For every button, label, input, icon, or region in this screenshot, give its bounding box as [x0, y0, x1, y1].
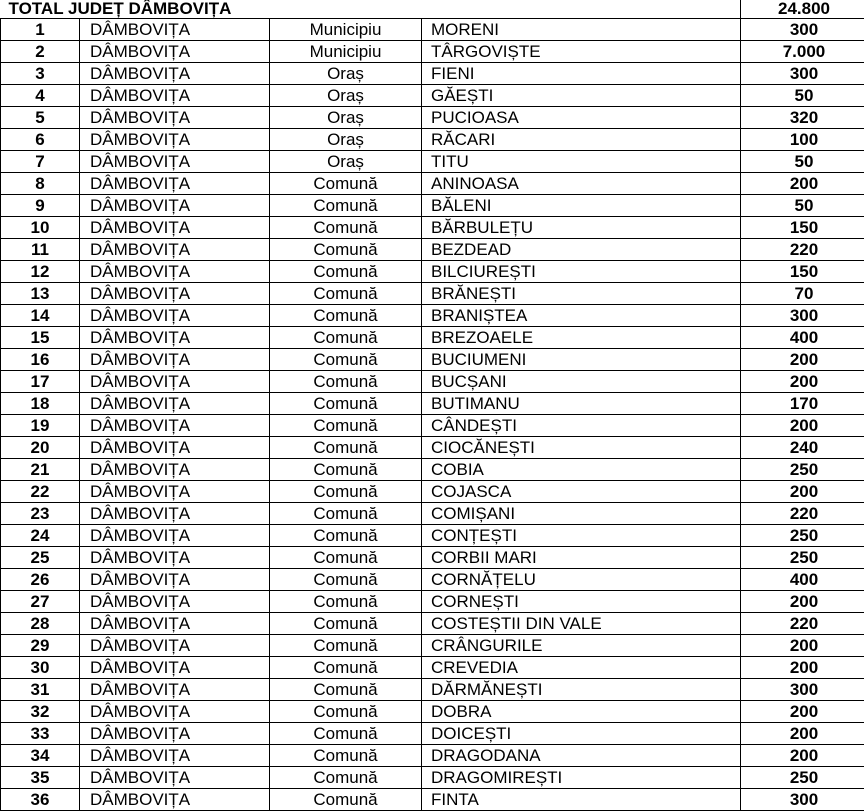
county-cell: DÂMBOVIȚA: [80, 437, 270, 459]
locality-cell: CIOCĂNEȘTI: [422, 437, 741, 459]
table-row: [1, 283, 864, 305]
type-cell: Comună: [270, 261, 422, 283]
row-number: 30: [1, 657, 80, 679]
row-number: 36: [1, 789, 80, 811]
locality-cell: COMIȘANI: [422, 503, 741, 525]
row-number: 10: [1, 217, 80, 239]
type-cell: Municipiu: [270, 19, 422, 41]
value-cell: 7.000: [741, 41, 864, 63]
locality-cell: BEZDEAD: [422, 239, 741, 261]
county-cell: DÂMBOVIȚA: [80, 481, 270, 503]
type-cell: Comună: [270, 349, 422, 371]
value-cell: 200: [741, 723, 864, 745]
type-cell: Municipiu: [270, 41, 422, 63]
table-row: [1, 569, 864, 591]
type-cell: Oraș: [270, 151, 422, 173]
locality-cell: BRANIȘTEA: [422, 305, 741, 327]
table-row: [1, 239, 864, 261]
table-row: [1, 613, 864, 635]
county-cell: DÂMBOVIȚA: [80, 679, 270, 701]
value-cell: 200: [741, 415, 864, 437]
locality-cell: BUCȘANI: [422, 371, 741, 393]
row-number: 21: [1, 459, 80, 481]
locality-cell: BUCIUMENI: [422, 349, 741, 371]
type-cell: Comună: [270, 679, 422, 701]
row-number: 19: [1, 415, 80, 437]
table-row: [1, 195, 864, 217]
county-cell: DÂMBOVIȚA: [80, 701, 270, 723]
locality-cell: COJASCA: [422, 481, 741, 503]
type-cell: Comună: [270, 657, 422, 679]
county-cell: DÂMBOVIȚA: [80, 217, 270, 239]
value-cell: 220: [741, 613, 864, 635]
county-cell: DÂMBOVIȚA: [80, 371, 270, 393]
table-row: [1, 503, 864, 525]
table-row: [1, 415, 864, 437]
locality-cell: TITU: [422, 151, 741, 173]
row-number: 16: [1, 349, 80, 371]
locality-cell: BĂRBULEȚU: [422, 217, 741, 239]
county-cell: DÂMBOVIȚA: [80, 767, 270, 789]
locality-cell: RĂCARI: [422, 129, 741, 151]
county-cell: DÂMBOVIȚA: [80, 415, 270, 437]
locality-cell: PUCIOASA: [422, 107, 741, 129]
value-cell: 50: [741, 151, 864, 173]
row-number: 13: [1, 283, 80, 305]
county-cell: DÂMBOVIȚA: [80, 591, 270, 613]
value-cell: 170: [741, 393, 864, 415]
county-cell: DÂMBOVIȚA: [80, 41, 270, 63]
table-row: [1, 525, 864, 547]
locality-cell: COBIA: [422, 459, 741, 481]
table-row: [1, 261, 864, 283]
row-number: 8: [1, 173, 80, 195]
value-cell: 250: [741, 547, 864, 569]
type-cell: Comună: [270, 437, 422, 459]
county-cell: DÂMBOVIȚA: [80, 569, 270, 591]
county-cell: DÂMBOVIȚA: [80, 327, 270, 349]
value-cell: 250: [741, 459, 864, 481]
county-cell: DÂMBOVIȚA: [80, 239, 270, 261]
locality-cell: GĂEȘTI: [422, 85, 741, 107]
table-row: [1, 371, 864, 393]
type-cell: Comună: [270, 173, 422, 195]
total-label: TOTAL JUDEȚ DÂMBOVIȚA: [1, 0, 422, 19]
row-number: 32: [1, 701, 80, 723]
table-row: [1, 173, 864, 195]
type-cell: Comună: [270, 415, 422, 437]
table-row: [1, 789, 864, 811]
locality-cell: BĂLENI: [422, 195, 741, 217]
row-number: 24: [1, 525, 80, 547]
locality-cell: BUTIMANU: [422, 393, 741, 415]
locality-cell: BRĂNEȘTI: [422, 283, 741, 305]
row-number: 23: [1, 503, 80, 525]
row-number: 11: [1, 239, 80, 261]
type-cell: Comună: [270, 503, 422, 525]
value-cell: 250: [741, 525, 864, 547]
type-cell: Comună: [270, 459, 422, 481]
row-number: 20: [1, 437, 80, 459]
row-number: 9: [1, 195, 80, 217]
value-cell: 400: [741, 569, 864, 591]
locality-cell: DOICEȘTI: [422, 723, 741, 745]
value-cell: 200: [741, 349, 864, 371]
type-cell: Comună: [270, 217, 422, 239]
county-cell: DÂMBOVIȚA: [80, 525, 270, 547]
county-cell: DÂMBOVIȚA: [80, 657, 270, 679]
locality-cell: DRAGODANA: [422, 745, 741, 767]
value-cell: 400: [741, 327, 864, 349]
county-cell: DÂMBOVIȚA: [80, 723, 270, 745]
table-row: [1, 85, 864, 107]
county-cell: DÂMBOVIȚA: [80, 745, 270, 767]
locality-cell: DĂRMĂNEȘTI: [422, 679, 741, 701]
value-cell: 200: [741, 657, 864, 679]
locality-cell: ANINOASA: [422, 173, 741, 195]
row-number: 25: [1, 547, 80, 569]
county-cell: DÂMBOVIȚA: [80, 195, 270, 217]
row-number: 15: [1, 327, 80, 349]
type-cell: Oraș: [270, 129, 422, 151]
type-cell: Comună: [270, 701, 422, 723]
type-cell: Comună: [270, 745, 422, 767]
county-cell: DÂMBOVIȚA: [80, 261, 270, 283]
value-cell: 200: [741, 481, 864, 503]
row-number: 28: [1, 613, 80, 635]
locality-cell: DRAGOMIREȘTI: [422, 767, 741, 789]
value-cell: 150: [741, 261, 864, 283]
value-cell: 300: [741, 63, 864, 85]
locality-cell: BREZOAELE: [422, 327, 741, 349]
type-cell: Comună: [270, 481, 422, 503]
table-row: [1, 679, 864, 701]
table-row: [1, 547, 864, 569]
row-number: 7: [1, 151, 80, 173]
table-row: [1, 217, 864, 239]
value-cell: 200: [741, 173, 864, 195]
row-number: 4: [1, 85, 80, 107]
type-cell: Comună: [270, 723, 422, 745]
value-cell: 200: [741, 371, 864, 393]
table-row: [1, 129, 864, 151]
type-cell: Comună: [270, 547, 422, 569]
table-row: [1, 481, 864, 503]
value-cell: 300: [741, 19, 864, 41]
value-cell: 240: [741, 437, 864, 459]
value-cell: 300: [741, 789, 864, 811]
county-cell: DÂMBOVIȚA: [80, 85, 270, 107]
type-cell: Comună: [270, 371, 422, 393]
type-cell: Comună: [270, 591, 422, 613]
row-number: 34: [1, 745, 80, 767]
county-cell: DÂMBOVIȚA: [80, 129, 270, 151]
table-row: [1, 349, 864, 371]
row-number: 27: [1, 591, 80, 613]
total-value: 24.800: [741, 0, 864, 19]
locality-cell: CRÂNGURILE: [422, 635, 741, 657]
row-number: 26: [1, 569, 80, 591]
value-cell: 70: [741, 283, 864, 305]
locality-cell: FINTA: [422, 789, 741, 811]
locality-cell: CORNĂȚELU: [422, 569, 741, 591]
table-row: [1, 305, 864, 327]
table-row: [1, 327, 864, 349]
county-cell: DÂMBOVIȚA: [80, 349, 270, 371]
locality-cell: CÂNDEȘTI: [422, 415, 741, 437]
row-number: 17: [1, 371, 80, 393]
county-cell: DÂMBOVIȚA: [80, 613, 270, 635]
type-cell: Comună: [270, 195, 422, 217]
county-cell: DÂMBOVIȚA: [80, 19, 270, 41]
table-row: [1, 591, 864, 613]
table-row: [1, 657, 864, 679]
type-cell: Comună: [270, 327, 422, 349]
type-cell: Comună: [270, 393, 422, 415]
row-number: 22: [1, 481, 80, 503]
value-cell: 320: [741, 107, 864, 129]
type-cell: Comună: [270, 569, 422, 591]
value-cell: 200: [741, 635, 864, 657]
value-cell: 50: [741, 195, 864, 217]
value-cell: 250: [741, 767, 864, 789]
row-number: 18: [1, 393, 80, 415]
row-number: 5: [1, 107, 80, 129]
county-cell: DÂMBOVIȚA: [80, 635, 270, 657]
type-cell: Comună: [270, 789, 422, 811]
type-cell: Comună: [270, 767, 422, 789]
table-row: [1, 701, 864, 723]
value-cell: 300: [741, 679, 864, 701]
county-cell: DÂMBOVIȚA: [80, 305, 270, 327]
row-number: 14: [1, 305, 80, 327]
locality-cell: DOBRA: [422, 701, 741, 723]
locality-cell: TÂRGOVIȘTE: [422, 41, 741, 63]
table-row: [1, 459, 864, 481]
row-number: 35: [1, 767, 80, 789]
value-cell: 100: [741, 129, 864, 151]
value-cell: 150: [741, 217, 864, 239]
table-row: [1, 151, 864, 173]
locality-cell: MORENI: [422, 19, 741, 41]
locality-cell: CORNEȘTI: [422, 591, 741, 613]
row-number: 12: [1, 261, 80, 283]
table-row: [1, 107, 864, 129]
table-body: [1, 0, 864, 811]
table-row: [1, 41, 864, 63]
locality-cell: CORBII MARI: [422, 547, 741, 569]
locality-cell: FIENI: [422, 63, 741, 85]
table-row: [1, 767, 864, 789]
type-cell: Oraș: [270, 63, 422, 85]
value-cell: 50: [741, 85, 864, 107]
type-cell: Comună: [270, 283, 422, 305]
county-cell: DÂMBOVIȚA: [80, 789, 270, 811]
row-number: 31: [1, 679, 80, 701]
type-cell: Comună: [270, 239, 422, 261]
type-cell: Comună: [270, 525, 422, 547]
type-cell: Oraș: [270, 107, 422, 129]
row-number: 29: [1, 635, 80, 657]
county-cell: DÂMBOVIȚA: [80, 547, 270, 569]
value-cell: 220: [741, 503, 864, 525]
value-cell: 200: [741, 701, 864, 723]
locality-cell: CONȚEȘTI: [422, 525, 741, 547]
type-cell: Comună: [270, 613, 422, 635]
type-cell: Oraș: [270, 85, 422, 107]
locality-cell: BILCIUREȘTI: [422, 261, 741, 283]
county-cell: DÂMBOVIȚA: [80, 107, 270, 129]
county-cell: DÂMBOVIȚA: [80, 151, 270, 173]
type-cell: Comună: [270, 305, 422, 327]
locality-cell: COSTEȘTII DIN VALE: [422, 613, 741, 635]
table-row: [1, 393, 864, 415]
county-cell: DÂMBOVIȚA: [80, 283, 270, 305]
table-row: [1, 745, 864, 767]
county-cell: DÂMBOVIȚA: [80, 173, 270, 195]
row-number: 3: [1, 63, 80, 85]
table-row: [1, 723, 864, 745]
value-cell: 200: [741, 591, 864, 613]
table-row: [1, 63, 864, 85]
type-cell: Comună: [270, 635, 422, 657]
table-row: [1, 19, 864, 41]
county-cell: DÂMBOVIȚA: [80, 459, 270, 481]
value-cell: 300: [741, 305, 864, 327]
row-number: 6: [1, 129, 80, 151]
locality-cell: CREVEDIA: [422, 657, 741, 679]
total-spacer: [422, 0, 741, 19]
value-cell: 220: [741, 239, 864, 261]
row-number: 33: [1, 723, 80, 745]
row-number: 1: [1, 19, 80, 41]
row-number: 2: [1, 41, 80, 63]
table-row: [1, 437, 864, 459]
total-row: [1, 0, 864, 19]
county-cell: DÂMBOVIȚA: [80, 503, 270, 525]
table-row: [1, 635, 864, 657]
value-cell: 200: [741, 745, 864, 767]
county-cell: DÂMBOVIȚA: [80, 393, 270, 415]
county-cell: DÂMBOVIȚA: [80, 63, 270, 85]
